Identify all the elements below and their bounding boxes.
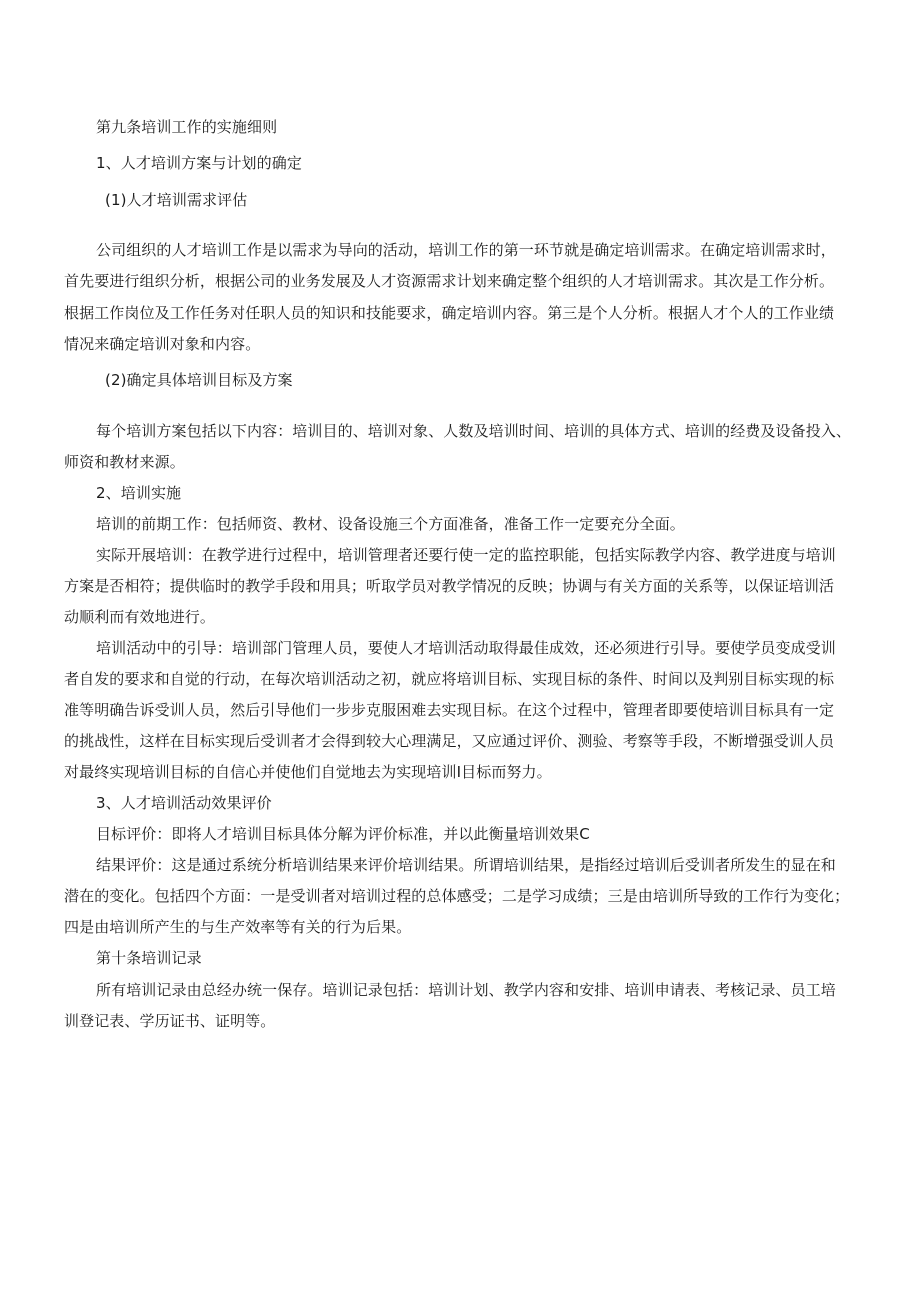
article-10-heading: 第十条培训记录 xyxy=(96,949,202,967)
section-3-heading: 3、人才培训活动效果评价 xyxy=(96,794,272,812)
paragraph-line: 情况来确定培训对象和内容。 xyxy=(64,335,261,353)
paragraph-line: 的挑战性，这样在目标实现后受训者才会得到较大心理满足，又应通过评价、测验、考察等手段，不断增强受训人员 xyxy=(64,732,835,750)
paragraph-line: 培训活动中的引导：培训部门管理人员，要使人才培训活动取得最佳成效，还必须进行引导。要使学员变成受训 xyxy=(96,639,836,657)
paragraph-line: 方案是否相符；提供临时的教学手段和用具；听取学员对教学情况的反映；协调与有关方面的关系等，以保证培训活 xyxy=(64,577,835,595)
article-9-heading: 第九条培训工作的实施细则 xyxy=(96,118,278,136)
paragraph-line: 公司组织的人才培训工作是以需求为导向的活动，培训工作的第一环节就是确定培训需求。在确定培训需求时， xyxy=(96,241,836,259)
paragraph-line: 对最终实现培训目标的自信心并使他们自觉地去为实现培训I目标而努力。 xyxy=(64,763,552,781)
paragraph-line: 每个培训方案包括以下内容：培训目的、培训对象、人数及培训时间、培训的具体方式、培训的经费及设备投入、 xyxy=(96,422,852,440)
paragraph-line: 实际开展培训：在教学进行过程中，培训管理者还要行使一定的监控职能，包括实际教学内容、教学进度与培训 xyxy=(96,546,836,564)
subsection-2-heading: (2)确定具体培训目标及方案 xyxy=(105,371,293,389)
paragraph-line: 所有培训记录由总经办统一保存。培训记录包括：培训计划、教学内容和安排、培训申请表、考核记录、员工培 xyxy=(96,981,836,999)
paragraph-line: 根据工作岗位及工作任务对任职人员的知识和技能要求，确定培训内容。第三是个人分析。根据人才个人的工作业绩 xyxy=(64,304,835,322)
paragraph-line: 四是由培训所产生的与生产效率等有关的行为后果。 xyxy=(64,918,412,936)
paragraph-line: 结果评价：这是通过系统分析培训结果来评价培训结果。所谓培训结果，是指经过培训后受训者所发生的显在和 xyxy=(96,856,836,874)
section-2-heading: 2、培训实施 xyxy=(96,484,182,502)
paragraph-line: 目标评价：即将人才培训目标具体分解为评价标准，并以此衡量培训效果C xyxy=(96,825,590,843)
section-1-heading: 1、人才培训方案与计划的确定 xyxy=(96,154,302,172)
paragraph-line: 准等明确告诉受训人员，然后引导他们一步步克服困难去实现目标。在这个过程中，管理者即要使培训目标具有一定 xyxy=(64,701,835,719)
subsection-1-heading: (1)人才培训需求评估 xyxy=(105,191,248,209)
paragraph-line: 训登记表、学历证书、证明等。 xyxy=(64,1012,276,1030)
paragraph-line: 者自发的要求和自觉的行动，在每次培训活动之初，就应将培训目标、实现目标的条件、时间以及判别目标实现的标 xyxy=(64,670,835,688)
paragraph-line: 动顺利而有效地进行。 xyxy=(64,608,216,626)
paragraph-line: 师资和教材来源。 xyxy=(64,453,185,471)
paragraph-line: 潜在的变化。包括四个方面：一是受训者对培训过程的总体感受；二是学习成绩；三是由培训所导致的工作行为变化； xyxy=(64,887,850,905)
paragraph-line: 培训的前期工作：包括师资、教材、设备设施三个方面准备，准备工作一定要充分全面。 xyxy=(96,515,685,533)
paragraph-line: 首先要进行组织分析，根据公司的业务发展及人才资源需求计划来确定整个组织的人才培训需求。其次是工作分析。 xyxy=(64,272,835,290)
